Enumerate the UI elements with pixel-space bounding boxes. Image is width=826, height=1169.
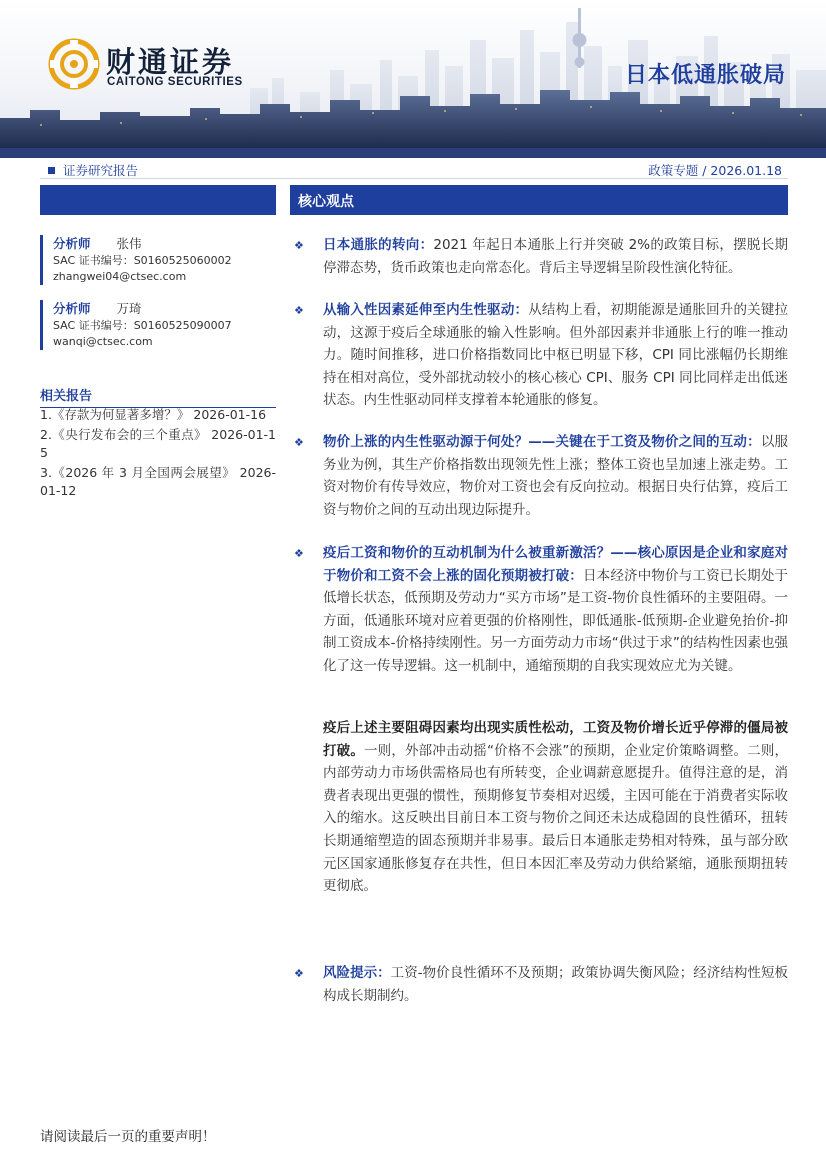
doc-type-label: 证券研究报告 bbox=[63, 163, 139, 178]
analyst-label: 分析师 bbox=[53, 301, 91, 316]
risk-warning-text bbox=[323, 962, 788, 1007]
core-point bbox=[294, 431, 788, 521]
core-point-lead: 物价上涨的内生性驱动源于何处？——关键在于工资及物价之间的互动： bbox=[323, 434, 761, 450]
doc-type bbox=[48, 161, 138, 179]
core-point-text bbox=[323, 542, 788, 678]
core-point-continued bbox=[294, 717, 788, 898]
core-point-lead: 疫后工资和物价的互动机制为什么被重新激活？——核心原因是企业和家庭对于物价和工资不会上涨的固化预期被打破： bbox=[323, 545, 788, 584]
diamond-bullet-icon: ❖ bbox=[294, 239, 304, 252]
related-report-link[interactable]: 3.《2026 年 3 月全国两会展望》 2026-01-12 bbox=[40, 464, 276, 498]
core-point-body: 以服务业为例，其生产价格指数出现领先性上涨；整体工资也呈加速上涨走势。工资对物价有传导效应，物价对工资也会有反向拉动。根据日央行估算，疫后工资与物价之间的互动出现边际提升。 bbox=[323, 434, 788, 518]
core-point-text bbox=[323, 717, 788, 898]
caitong-logo bbox=[48, 38, 258, 94]
risk-warning bbox=[294, 962, 788, 1007]
core-point-text bbox=[323, 299, 788, 412]
core-point-body: 一则，外部冲击动摇“价格不会涨”的预期，企业定价策略调整。二则，内部劳动力市场供需格局也有所转变，企业调薪意愿提升。值得注意的是，消费者表现出更强的惯性，预期修复节奏相对迟缓，主因可能在于消费者实际收入的缩水。这反映出目前日本工资与物价之间还未达成稳固的良性循环，扭转长期通缩塑造的固态预期并非易事。最后日本通胀走势相对特殊，虽与部分欧元区国家通胀修复存在共性，但日本因汇率及劳动力供给紧缩，通胀预期扭转更彻底。 bbox=[323, 742, 789, 895]
analyst-card bbox=[40, 235, 276, 285]
core-point-lead: 从输入性因素延伸至内生性驱动： bbox=[323, 302, 529, 318]
meta-row bbox=[40, 159, 788, 179]
core-point-body: 从结构上看，初期能源是通胀回升的关键拉动，这源于疫后全球通胀的输入性影响。但外部因素并非通胀上行的唯一推动力。随时间推移，进口价格指数同比中枢已明显下移，CPI 同比涨幅仍长期维持在相对高位，受外部扰动较小的核心核心 CPI、服务 CPI 同比同样走出低迷状态。内生性驱动同样支撑着本轮通胀的修复。 bbox=[323, 302, 789, 409]
report-header bbox=[0, 0, 826, 158]
core-view-header bbox=[290, 185, 788, 215]
logo-english-name: CAITONG SECURITIES bbox=[107, 76, 243, 88]
category-date: 政策专题 / 2026.01.18 bbox=[648, 163, 782, 178]
analyst-card bbox=[40, 300, 276, 350]
analyst-name: 万琦 bbox=[116, 301, 142, 316]
logo-chinese-name: 财通证券 bbox=[106, 45, 235, 79]
core-point-lead: 日本通胀的转向： bbox=[323, 237, 434, 253]
related-report-link[interactable]: 1.《存款为何显著多增？》 2026-01-16 bbox=[40, 407, 267, 422]
related-report-link[interactable]: 2.《央行发布会的三个重点》 2026-01-15 bbox=[40, 426, 276, 460]
core-point-lead: 疫后上述主要阻碍因素均出现实质性松动，工资及物价增长近乎停滞的僵局被打破。 bbox=[323, 720, 788, 759]
square-bullet-icon bbox=[48, 167, 55, 174]
core-point-body: 日本经济中物价与工资已长期处于低增长状态，低预期及劳动力“买方市场”是工资-物价良性循环的主要阻碍。一方面，低通胀环境对应着更强的价格刚性，即低通胀-低预期-企业避免抬价-抑制工资成本-价格持续刚性。另一方面劳动力市场“供过于求”的结构性因素也强化了这一传导逻辑。这一机制中，通缩预期的自我实现效应尤为关键。 bbox=[323, 567, 789, 674]
core-point bbox=[294, 234, 788, 279]
core-point-body: 2021 年起日本通胀上行并突破 2%的政策目标，摆脱长期停滞态势，货币政策也走向常态化。背后主导逻辑呈阶段性演化特征。 bbox=[323, 237, 788, 276]
core-point-text bbox=[323, 234, 788, 279]
analyst-email[interactable]: wanqi@ctsec.com bbox=[53, 335, 153, 348]
diamond-bullet-icon: ❖ bbox=[294, 967, 304, 980]
report-title: 日本低通胀破局 bbox=[624, 63, 786, 88]
analyst-name: 张伟 bbox=[116, 236, 142, 251]
analyst-sac: SAC 证书编号：S0160525060002 bbox=[53, 254, 232, 267]
related-reports-list bbox=[40, 406, 276, 502]
core-view-title: 核心观点 bbox=[298, 194, 354, 210]
risk-warning-lead: 风险提示： bbox=[323, 965, 391, 981]
core-point bbox=[294, 299, 788, 412]
diamond-bullet-icon: ❖ bbox=[294, 436, 304, 449]
core-point-text bbox=[323, 431, 788, 521]
core-point bbox=[294, 542, 788, 678]
analyst-label: 分析师 bbox=[53, 236, 91, 251]
analyst-sac: SAC 证书编号：S0160525090007 bbox=[53, 319, 232, 332]
related-reports-title: 相关报告 bbox=[40, 385, 276, 408]
logo-emblem-icon bbox=[48, 38, 100, 90]
left-column-header-bar bbox=[40, 185, 276, 215]
diamond-bullet-icon: ❖ bbox=[294, 547, 304, 560]
footer-notice: 请阅读最后一页的重要声明！ bbox=[40, 1129, 216, 1145]
risk-warning-body: 工资-物价良性循环不及预期；政策协调失衡风险；经济结构性短板构成长期制约。 bbox=[323, 965, 789, 1004]
diamond-bullet-icon: ❖ bbox=[294, 304, 304, 317]
analyst-email[interactable]: zhangwei04@ctsec.com bbox=[53, 270, 187, 283]
